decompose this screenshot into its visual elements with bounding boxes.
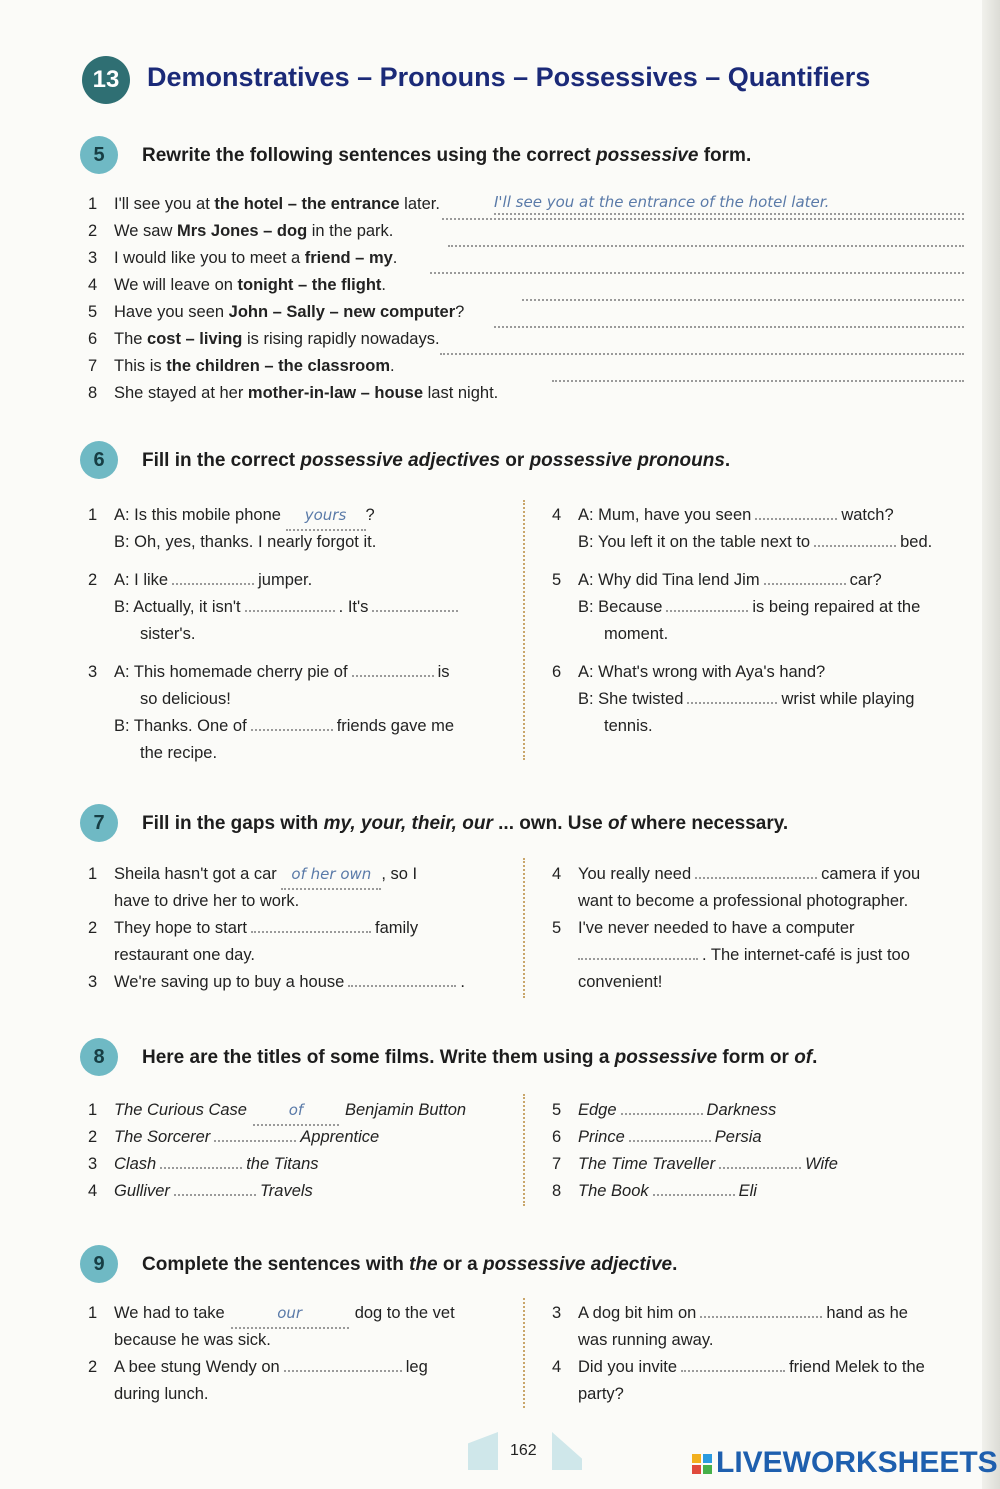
ex6-gap[interactable] [687, 688, 777, 704]
ex6-item-1-a: A: Is this mobile phone yours ? [114, 502, 375, 531]
page-corner-decoration [468, 1432, 498, 1470]
item-number: 2 [88, 1358, 98, 1376]
ex6-item-6-b: B: She twisted wrist while playing [578, 690, 915, 708]
ex9-item-4: Did you invite friend Melek to the [578, 1358, 925, 1376]
ex6-item-3-b-cont: the recipe. [140, 744, 218, 762]
ex6-item-1-b: B: Oh, yes, thanks. I nearly forgot it. [114, 533, 377, 551]
ex6-gap[interactable] [764, 569, 846, 585]
ex6-item-5-a: A: Why did Tina lend Jim car? [578, 571, 882, 589]
column-divider [523, 1298, 525, 1408]
ex8-gap[interactable] [653, 1180, 735, 1196]
item-number: 2 [88, 222, 98, 240]
exercise-7-instruction: Fill in the gaps with my, your, their, our ... own. Use of where necessary. [142, 813, 789, 834]
item-number: 8 [552, 1182, 562, 1200]
ex5-answer-8[interactable] [552, 380, 964, 382]
item-number: 6 [552, 1128, 562, 1146]
item-number: 3 [88, 663, 98, 681]
ex5-sentence: The cost – living is rising rapidly nowadays. [114, 330, 440, 348]
ex7-item-2: They hope to start family [114, 919, 419, 937]
item-number: 4 [88, 276, 98, 294]
ex7-item-5-gap-line: . The internet-café is just too [578, 942, 910, 969]
ex8-title-8: The Book Eli [578, 1182, 757, 1200]
item-number: 5 [552, 1101, 562, 1119]
item-number: 6 [552, 663, 562, 681]
item-number: 1 [88, 506, 98, 524]
exercise-8-badge: 8 [80, 1038, 118, 1076]
ex9-item-1: We had to take our dog to the vet [114, 1300, 455, 1329]
ex9-answer-1[interactable]: our [231, 1300, 349, 1329]
ex5-sentence: I'll see you at the hotel – the entrance later. [114, 195, 440, 213]
ex5-answer-2[interactable] [442, 218, 964, 220]
ex5-sentence: We saw Mrs Jones – dog in the park. [114, 222, 394, 240]
unit-number-badge: 13 [82, 56, 130, 104]
ex8-title-5: Edge Darkness [578, 1101, 777, 1119]
item-number: 5 [552, 919, 562, 937]
ex7-item-2-cont: restaurant one day. [114, 946, 255, 964]
ex9-item-2: A bee stung Wendy on leg [114, 1358, 428, 1376]
ex6-item-6-a: A: What's wrong with Aya's hand? [578, 663, 826, 681]
exercise-5-badge: 5 [80, 136, 118, 174]
ex5-sentence: I would like you to meet a friend – my. [114, 249, 398, 267]
ex9-item-4-cont: party? [578, 1385, 624, 1403]
ex5-answer-1[interactable]: I'll see you at the entrance of the hotel later. [494, 191, 964, 215]
ex8-title-1: The Curious Case of Benjamin Button [114, 1097, 466, 1126]
item-number: 3 [88, 973, 98, 991]
ex6-item-5-b-cont: moment. [604, 625, 669, 643]
ex9-item-3: A dog bit him on hand as he [578, 1304, 908, 1322]
ex5-answer-7[interactable] [440, 353, 964, 355]
ex6-gap[interactable] [814, 531, 896, 547]
ex9-gap[interactable] [284, 1356, 402, 1372]
ex8-title-2: The Sorcerer Apprentice [114, 1128, 380, 1146]
ex9-item-3-cont: was running away. [578, 1331, 714, 1349]
ex9-gap[interactable] [700, 1302, 822, 1318]
ex7-item-5-cont: convenient! [578, 973, 663, 991]
ex8-gap[interactable] [719, 1153, 801, 1169]
ex8-gap[interactable] [214, 1126, 296, 1142]
ex6-item-2-b: B: Actually, it isn't . It's [114, 594, 462, 621]
ex5-sentence: She stayed at her mother-in-law – house last night. [114, 384, 499, 402]
ex6-item-4-a: A: Mum, have you seen watch? [578, 506, 894, 524]
item-number: 4 [88, 1182, 98, 1200]
item-number: 6 [88, 330, 98, 348]
ex8-gap[interactable] [621, 1099, 703, 1115]
exercise-6-instruction: Fill in the correct possessive adjectives or possessive pronouns. [142, 450, 731, 471]
ex5-answer-4[interactable] [430, 272, 964, 274]
ex9-item-1-cont: because he was sick. [114, 1331, 271, 1349]
brand-footer [692, 1446, 998, 1480]
column-divider [523, 500, 525, 760]
ex9-item-2-cont: during lunch. [114, 1385, 209, 1403]
page-corner-decoration [552, 1432, 582, 1470]
ex7-item-3: We're saving up to buy a house . [114, 973, 465, 991]
ex7-item-1: Sheila hasn't got a car of her own , so I [114, 861, 417, 890]
exercise-6-badge: 6 [80, 441, 118, 479]
brand-name: LIVEWORKSHEETS [716, 1446, 998, 1479]
ex7-gap[interactable] [348, 971, 456, 987]
item-number: 5 [552, 571, 562, 589]
ex6-item-4-b: B: You left it on the table next to bed. [578, 533, 933, 551]
item-number: 1 [88, 195, 98, 213]
item-number: 3 [552, 1304, 562, 1322]
ex6-gap[interactable] [666, 596, 748, 612]
ex7-gap[interactable] [251, 917, 371, 933]
column-divider [523, 858, 525, 998]
page-edge [982, 0, 1000, 1489]
ex7-item-1-cont: have to drive her to work. [114, 892, 300, 910]
ex5-answer-6[interactable] [494, 326, 964, 328]
ex6-item-6-b-cont: tennis. [604, 717, 653, 735]
item-number: 3 [88, 249, 98, 267]
item-number: 3 [88, 1155, 98, 1173]
item-number: 2 [88, 919, 98, 937]
item-number: 1 [88, 1101, 98, 1119]
ex6-item-3-a: A: This homemade cherry pie of is [114, 663, 450, 681]
item-number: 7 [552, 1155, 562, 1173]
ex7-item-4-cont: want to become a professional photographer. [578, 892, 909, 910]
ex8-gap[interactable] [160, 1153, 242, 1169]
ex6-item-2-a: A: I like jumper. [114, 571, 313, 589]
ex6-item-3-b: B: Thanks. One of friends gave me [114, 717, 455, 735]
ex8-title-4: Gulliver Travels [114, 1182, 313, 1200]
ex5-answer-3[interactable] [448, 245, 964, 247]
ex6-gap[interactable] [372, 596, 458, 612]
ex6-gap[interactable] [251, 715, 333, 731]
item-number: 4 [552, 1358, 562, 1376]
page-number: 162 [510, 1442, 537, 1459]
item-number: 7 [88, 357, 98, 375]
ex7-item-4: You really need camera if you [578, 865, 921, 883]
item-number: 2 [88, 1128, 98, 1146]
exercise-5-instruction: Rewrite the following sentences using the correct possessive form. [142, 145, 752, 166]
ex7-gap[interactable] [695, 863, 817, 879]
ex5-sentence: We will leave on tonight – the flight. [114, 276, 386, 294]
ex8-title-7: The Time Traveller Wife [578, 1155, 838, 1173]
ex9-gap[interactable] [681, 1356, 785, 1372]
item-number: 1 [88, 1304, 98, 1322]
item-number: 8 [88, 384, 98, 402]
ex7-answer-1[interactable]: of her own [281, 861, 381, 890]
ex6-gap[interactable] [245, 596, 335, 612]
liveworksheets-logo-icon [692, 1454, 712, 1474]
ex8-gap[interactable] [174, 1180, 256, 1196]
exercise-9-badge: 9 [80, 1245, 118, 1283]
ex5-sentence: This is the children – the classroom. [114, 357, 395, 375]
item-number: 2 [88, 571, 98, 589]
ex7-gap[interactable] [578, 944, 698, 960]
ex8-gap[interactable] [629, 1126, 711, 1142]
ex5-sentence: Have you seen John – Sally – new computer? [114, 303, 465, 321]
ex6-item-2-b-cont: sister's. [140, 625, 196, 643]
column-divider [523, 1094, 525, 1206]
ex8-answer-1[interactable]: of [253, 1097, 339, 1126]
ex6-gap[interactable] [172, 569, 254, 585]
exercise-8-instruction: Here are the titles of some films. Write them using a possessive form or of. [142, 1047, 818, 1068]
unit-title: Demonstratives – Pronouns – Possessives – Quantifiers [147, 62, 871, 92]
ex6-item-3-a-cont: so delicious! [140, 690, 231, 708]
item-number: 4 [552, 506, 562, 524]
ex6-gap[interactable] [352, 661, 434, 677]
ex6-gap[interactable] [755, 504, 837, 520]
exercise-9-instruction: Complete the sentences with the or a possessive adjective. [142, 1254, 678, 1275]
ex5-answer-5[interactable] [522, 299, 964, 301]
item-number: 5 [88, 303, 98, 321]
ex8-title-6: Prince Persia [578, 1128, 762, 1146]
ex8-title-3: Clash the Titans [114, 1155, 319, 1173]
item-number: 1 [88, 865, 98, 883]
ex6-item-5-b: B: Because is being repaired at the [578, 598, 921, 616]
ex6-answer-1[interactable]: yours [286, 502, 366, 531]
exercise-7-badge: 7 [80, 804, 118, 842]
item-number: 4 [552, 865, 562, 883]
ex7-item-5: I've never needed to have a computer [578, 919, 855, 937]
